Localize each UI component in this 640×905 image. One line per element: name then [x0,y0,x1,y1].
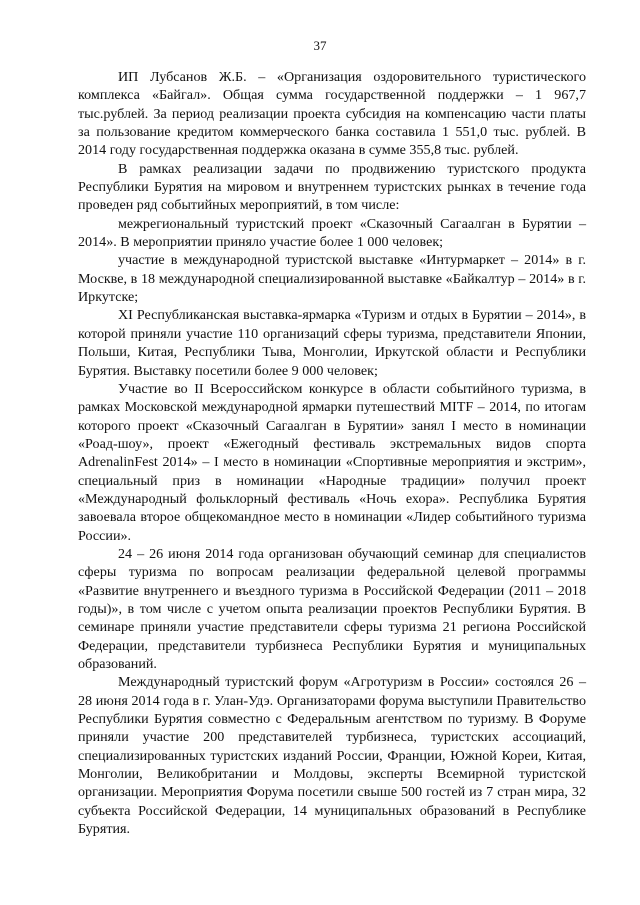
document-body [78,68,586,838]
paragraph-grant-lubsanov: ИП Лубсанов Ж.Б. – «Организация оздоровительного туристического комплекса «Байгал». Общая сумма государственной поддержки – 1 967,7 тыс.рублей. За период реализации проекта субсидия на компенсацию части платы за пользование кредитом коммерческого банка составила 1 551,0 тыс. рублей. В 2014 году государственная поддержка оказана в сумме 355,8 тыс. рублей. [78,69,586,159]
paragraph-agrotourism-forum: Международный туристский форум «Агротуризм в России» состоялся 26 – 28 июня 2014 года в г. Улан-Удэ. Организаторами форума выступили Правительство Республики Бурятия совместно с Федеральным агентством по туризму. В Форуме приняли участие 200 представителей турбизнеса, туристских ассоциаций, специализированных туристских изданий России, Франции, Южной Кореи, Китая, Монголии, Великобритании и Молдовы, эксперты Всемирной туристской организации. Мероприятия Форума посетили свыше 500 гостей из 7 стран мира, 32 субъекта Российской Федерации, 14 муниципальных образований в Республике Бурятия. [78,674,586,838]
paragraph-sagaalgan-project: межрегиональный туристский проект «Сказочный Сагаалган в Бурятии – 2014». В мероприятии приняло участие более 1 000 человек; [78,215,586,251]
page-number: 37 [313,38,327,53]
paragraph-exhibitions: участие в международной туристской выставке «Интурмаркет – 2014» в г. Москве, в 18 международной специализированной выставке «Байкалтур – 2014» в г. Иркутске; [78,252,586,306]
paragraph-event-tourism-contest: Участие во II Всероссийском конкурсе в области событийного туризма, в рамках Московской международной ярмарки путешествий MITF – 2014, по итогам которого проект «Сказочный Сагаалган в Бурятии» занял I место в номинации «Роад-шоу», проект «Ежегодный фестиваль экстремальных видов спорта AdrenalinFest 2014» – I место в номинации «Спортивные мероприятия и экстрим», специальный приз в номинации «Народные традиции» получил проект «Международный фольклорный фестиваль «Ночь ехора». Республика Бурятия завоевала второе общекомандное место в номинации «Лидер событийного туризма России». [78,380,586,544]
paragraph-training-seminar: 24 – 26 июня 2014 года организован обучающий семинар для специалистов сферы туризма по вопросам реализации федеральной целевой программы «Развитие внутреннего и въездного туризма в Российской Федерации (2011 – 2018 годы)», в том числе с учетом опыта реализации проектов Республики Бурятия. В семинаре приняли участие представители сферы туризма 21 региона Российской Федерации, представители турбизнеса Республики Бурятия и муниципальных образований. [78,545,586,672]
paragraph-promotion-intro: В рамках реализации задачи по продвижению туристского продукта Республики Бурятия на мировом и внутреннем туристских рынках в течение года проведен ряд событийных мероприятий, в том числе: [78,160,586,214]
paragraph-republican-fair: XI Республиканская выставка-ярмарка «Туризм и отдых в Бурятии – 2014», в которой приняли участие 110 организаций сферы туризма, представители Японии, Польши, Китая, Республики Тыва, Монголии, Иркутской области и Республики Бурятия. Выставку посетили более 9 000 человек; [78,307,586,379]
